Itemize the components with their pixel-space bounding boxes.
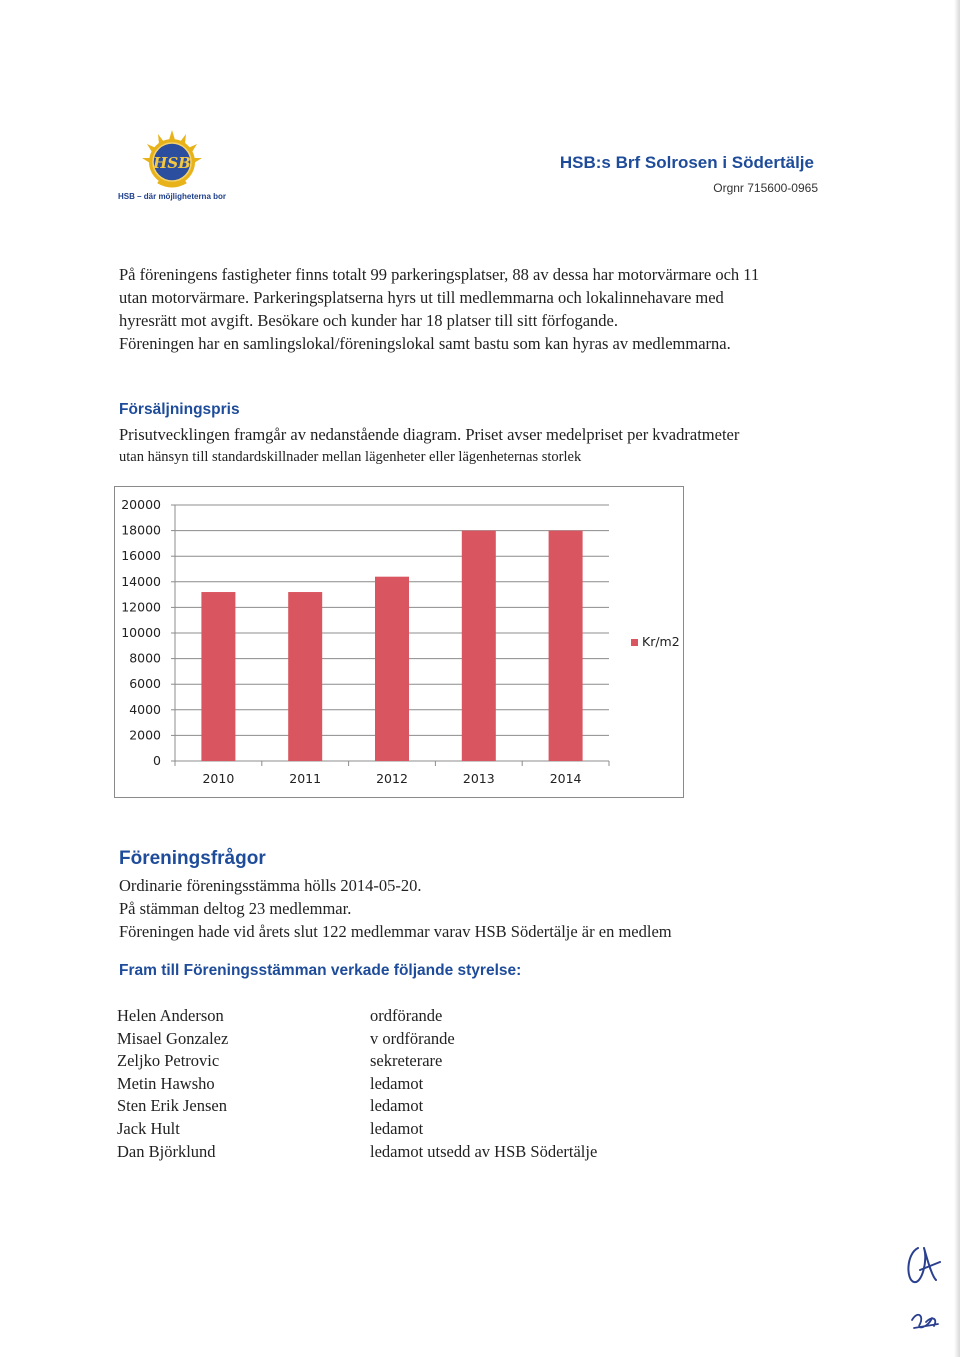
y-tick-label: 18000 [121,522,161,538]
board-member-row [117,1118,597,1141]
sun-logo-icon [136,126,208,192]
member-role: v ordförande [370,1028,455,1048]
member-name: Metin Hawsho [117,1073,215,1093]
text-line: utan motorvärmare. Parkeringsplatserna hyrs ut till medlemmarna och lokalinnehavare med [119,288,724,307]
legend-swatch [631,639,638,646]
price-chart [114,486,684,798]
member-role: ledamot utsedd av HSB Södertälje [370,1141,598,1161]
x-tick-label: 2014 [549,771,582,786]
organization-name: HSB:s Brf Solrosen i Södertälje [559,153,814,172]
member-role: ledamot [370,1118,424,1138]
member-name: Helen Anderson [117,1006,224,1025]
bar [549,531,583,761]
y-tick-label: 20000 [121,497,161,512]
y-tick-label: 10000 [121,625,161,640]
y-tick-label: 8000 [129,650,161,666]
member-name: Jack Hult [117,1118,180,1138]
price-chart-svg [115,487,685,799]
member-name: Dan Björklund [117,1141,216,1161]
y-tick-label: 14000 [121,573,161,589]
y-tick-label: 6000 [129,676,161,692]
bar [288,592,322,761]
board-member-row [117,1095,597,1118]
organization-number: Orgnr 715600-0965 [713,181,818,195]
parking-paragraph [119,263,839,355]
association-heading: Föreningsfrågor [119,848,266,869]
x-tick-label: 2010 [202,771,235,786]
member-name: Zeljko Petrovic [117,1051,220,1071]
text-line: hyresrätt mot avgift. Besökare och kunder har 18 platser till sitt förfogande. [119,311,618,330]
legend-label: Kr/m2 [642,634,680,649]
bar [201,592,235,761]
board-member-row [117,1141,597,1164]
member-role: sekreterare [370,1051,443,1071]
board-member-row [117,1073,597,1096]
board-member-row [117,1050,597,1073]
sales-price-line: Prisutvecklingen framgår av nedanstående diagram. Priset avser medelpriset per kvadratmeter [119,425,740,444]
sales-price-heading: Försäljningspris [119,401,240,418]
bar [375,577,409,761]
text-line: På föreningens fastigheter finns totalt 99 parkeringsplatser, 88 av dessa har motorvärmare och 11 [119,265,760,284]
x-tick-label: 2012 [376,771,408,786]
text-line: Föreningen har en samlingslokal/föreningslokal samt bastu som kan hyras av medlemmarna. [119,334,731,353]
x-tick-label: 2011 [289,771,322,786]
hsb-logo [110,126,234,208]
association-paragraph [119,874,839,943]
board-list [117,1005,597,1163]
logo-tagline: HSB – där möjligheterna bor [117,192,227,201]
bar [462,531,496,761]
text-line: På stämman deltog 23 medlemmar. [119,899,352,918]
board-member-row [117,1028,597,1051]
member-name: Misael Gonzalez [117,1028,229,1048]
member-role: ledamot [370,1096,424,1116]
text-line: Föreningen hade vid årets slut 122 medlemmar varav HSB Södertälje är en medlem [119,922,672,941]
y-tick-label: 12000 [121,599,161,615]
y-tick-label: 4000 [129,701,161,717]
sales-price-line: utan hänsyn till standardskillnader mellan lägenheter eller lägenheternas storlek [119,449,582,465]
handwritten-initials-icon [898,1240,948,1340]
y-tick-label: 16000 [121,548,161,564]
member-role: ledamot [370,1073,424,1093]
y-tick-label: 2000 [129,727,161,743]
y-tick-label: 0 [153,753,161,768]
page-edge-shadow [954,0,960,1357]
text-line: Ordinarie föreningsstämma hölls 2014-05-20. [119,876,422,895]
member-role: ordförande [370,1006,443,1025]
svg-text:HSB: HSB [153,154,191,172]
board-heading: Fram till Föreningsstämman verkade följande styrelse: [119,962,522,979]
board-member-row [117,1005,597,1028]
x-tick-label: 2013 [462,771,495,786]
member-name: Sten Erik Jensen [117,1096,227,1116]
